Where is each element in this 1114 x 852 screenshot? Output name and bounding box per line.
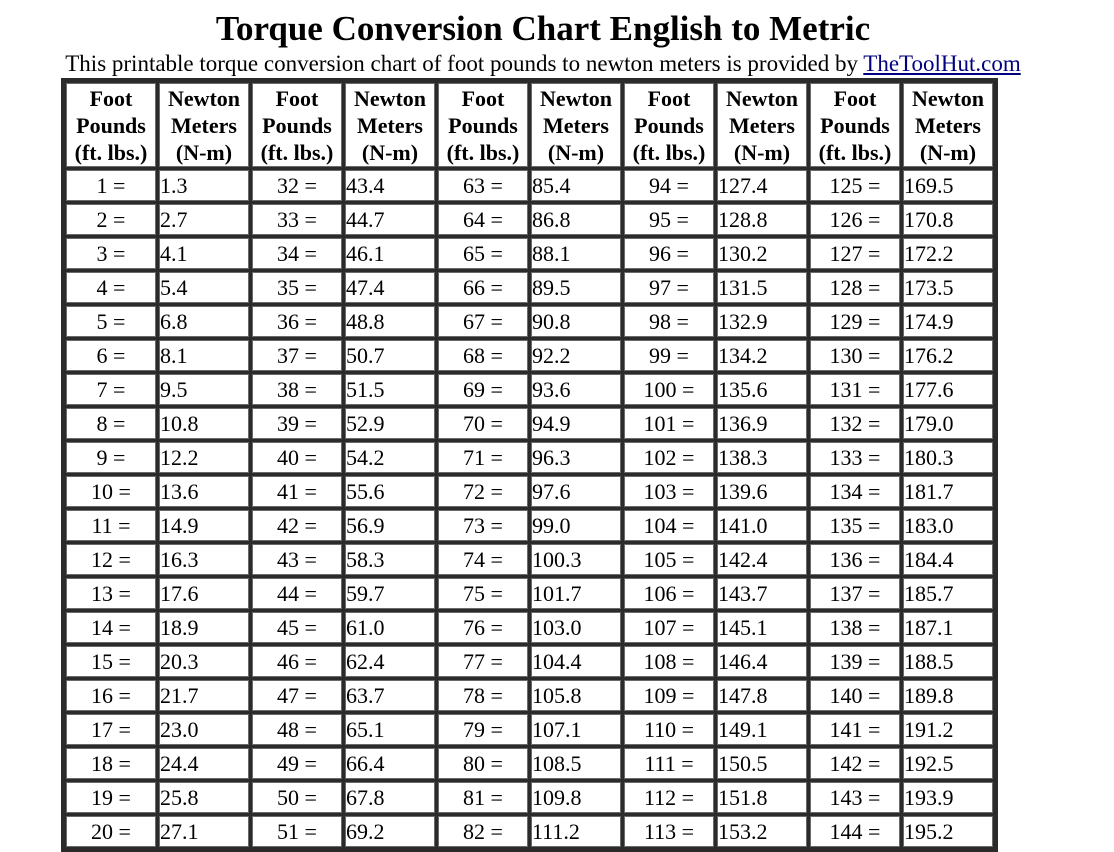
newton-meters-cell: 103.0 bbox=[531, 612, 621, 643]
header-line: Pounds bbox=[448, 112, 518, 138]
foot-pounds-cell: 48 = bbox=[252, 714, 342, 745]
header-line: Foot bbox=[647, 85, 691, 111]
table-row bbox=[66, 714, 993, 745]
thetoolhut-link[interactable]: TheToolHut.com bbox=[863, 51, 1021, 76]
header-line: Pounds bbox=[634, 112, 704, 138]
subtitle-text: This printable torque conversion chart of foot pounds to newton meters is provided by bbox=[65, 51, 864, 76]
newton-meters-cell: 172.2 bbox=[903, 238, 993, 269]
header-line: Newton bbox=[725, 85, 799, 111]
newton-meters-cell: 69.2 bbox=[345, 816, 435, 847]
foot-pounds-cell: 17 = bbox=[66, 714, 156, 745]
newton-meters-cell: 128.8 bbox=[717, 204, 807, 235]
header-line: Newton bbox=[353, 85, 427, 111]
foot-pounds-cell: 4 = bbox=[66, 272, 156, 303]
foot-pounds-cell: 50 = bbox=[252, 782, 342, 813]
newton-meters-cell: 21.7 bbox=[159, 680, 249, 711]
header-line: Meters bbox=[915, 112, 981, 138]
table-row bbox=[66, 476, 993, 507]
newton-meters-cell: 136.9 bbox=[717, 408, 807, 439]
foot-pounds-cell: 73 = bbox=[438, 510, 528, 541]
foot-pounds-cell: 67 = bbox=[438, 306, 528, 337]
newton-meters-cell: 181.7 bbox=[903, 476, 993, 507]
newton-meters-cell: 100.3 bbox=[531, 544, 621, 575]
foot-pounds-cell: 37 = bbox=[252, 340, 342, 371]
table-row bbox=[66, 646, 993, 677]
foot-pounds-cell: 130 = bbox=[810, 340, 900, 371]
newton-meters-cell: 10.8 bbox=[159, 408, 249, 439]
newton-meters-cell: 185.7 bbox=[903, 578, 993, 609]
foot-pounds-cell: 10 = bbox=[66, 476, 156, 507]
foot-pounds-cell: 5 = bbox=[66, 306, 156, 337]
foot-pounds-cell: 13 = bbox=[66, 578, 156, 609]
newton-meters-cell: 94.9 bbox=[531, 408, 621, 439]
foot-pounds-cell: 95 = bbox=[624, 204, 714, 235]
newton-meters-cell: 86.8 bbox=[531, 204, 621, 235]
newton-meters-cell: 65.1 bbox=[345, 714, 435, 745]
header-row bbox=[66, 83, 993, 167]
newton-meters-cell: 174.9 bbox=[903, 306, 993, 337]
header-line: (N-m) bbox=[733, 139, 791, 165]
column-header-foot-pounds bbox=[438, 83, 528, 167]
newton-meters-cell: 14.9 bbox=[159, 510, 249, 541]
table-row bbox=[66, 374, 993, 405]
newton-meters-cell: 147.8 bbox=[717, 680, 807, 711]
foot-pounds-cell: 9 = bbox=[66, 442, 156, 473]
header-line: (ft. lbs.) bbox=[446, 139, 520, 165]
foot-pounds-cell: 20 = bbox=[66, 816, 156, 847]
newton-meters-cell: 54.2 bbox=[345, 442, 435, 473]
foot-pounds-cell: 12 = bbox=[66, 544, 156, 575]
newton-meters-cell: 104.4 bbox=[531, 646, 621, 677]
newton-meters-cell: 142.4 bbox=[717, 544, 807, 575]
table-row bbox=[66, 680, 993, 711]
newton-meters-cell: 2.7 bbox=[159, 204, 249, 235]
foot-pounds-cell: 82 = bbox=[438, 816, 528, 847]
foot-pounds-cell: 104 = bbox=[624, 510, 714, 541]
header-line: Pounds bbox=[820, 112, 890, 138]
newton-meters-cell: 63.7 bbox=[345, 680, 435, 711]
foot-pounds-cell: 47 = bbox=[252, 680, 342, 711]
newton-meters-cell: 151.8 bbox=[717, 782, 807, 813]
table-row bbox=[66, 272, 993, 303]
table-row bbox=[66, 578, 993, 609]
foot-pounds-cell: 125 = bbox=[810, 170, 900, 201]
header-line: Pounds bbox=[76, 112, 146, 138]
newton-meters-cell: 146.4 bbox=[717, 646, 807, 677]
header-line: Newton bbox=[539, 85, 613, 111]
newton-meters-cell: 17.6 bbox=[159, 578, 249, 609]
header-line: Newton bbox=[911, 85, 985, 111]
newton-meters-cell: 85.4 bbox=[531, 170, 621, 201]
newton-meters-cell: 177.6 bbox=[903, 374, 993, 405]
foot-pounds-cell: 133 = bbox=[810, 442, 900, 473]
column-header-foot-pounds bbox=[66, 83, 156, 167]
newton-meters-cell: 101.7 bbox=[531, 578, 621, 609]
newton-meters-cell: 25.8 bbox=[159, 782, 249, 813]
column-header-newton-meters bbox=[717, 83, 807, 167]
foot-pounds-cell: 36 = bbox=[252, 306, 342, 337]
newton-meters-cell: 43.4 bbox=[345, 170, 435, 201]
foot-pounds-cell: 35 = bbox=[252, 272, 342, 303]
header-line: Meters bbox=[357, 112, 423, 138]
newton-meters-cell: 61.0 bbox=[345, 612, 435, 643]
newton-meters-cell: 24.4 bbox=[159, 748, 249, 779]
newton-meters-cell: 111.2 bbox=[531, 816, 621, 847]
foot-pounds-cell: 34 = bbox=[252, 238, 342, 269]
foot-pounds-cell: 66 = bbox=[438, 272, 528, 303]
page-title: Torque Conversion Chart English to Metric bbox=[215, 9, 871, 48]
foot-pounds-cell: 98 = bbox=[624, 306, 714, 337]
newton-meters-cell: 173.5 bbox=[903, 272, 993, 303]
column-header-foot-pounds bbox=[624, 83, 714, 167]
foot-pounds-cell: 80 = bbox=[438, 748, 528, 779]
newton-meters-cell: 52.9 bbox=[345, 408, 435, 439]
header-line: (ft. lbs.) bbox=[632, 139, 706, 165]
header-line: Foot bbox=[461, 85, 505, 111]
foot-pounds-cell: 75 = bbox=[438, 578, 528, 609]
table-row bbox=[66, 782, 993, 813]
foot-pounds-cell: 79 = bbox=[438, 714, 528, 745]
newton-meters-cell: 189.8 bbox=[903, 680, 993, 711]
newton-meters-cell: 139.6 bbox=[717, 476, 807, 507]
newton-meters-cell: 96.3 bbox=[531, 442, 621, 473]
newton-meters-cell: 97.6 bbox=[531, 476, 621, 507]
header-line: (N-m) bbox=[919, 139, 977, 165]
foot-pounds-cell: 68 = bbox=[438, 340, 528, 371]
foot-pounds-cell: 132 = bbox=[810, 408, 900, 439]
foot-pounds-cell: 18 = bbox=[66, 748, 156, 779]
table-row bbox=[66, 340, 993, 371]
foot-pounds-cell: 32 = bbox=[252, 170, 342, 201]
table-row bbox=[66, 204, 993, 235]
table-row bbox=[66, 442, 993, 473]
header-line: Foot bbox=[833, 85, 877, 111]
foot-pounds-cell: 108 = bbox=[624, 646, 714, 677]
newton-meters-cell: 46.1 bbox=[345, 238, 435, 269]
header-line: (ft. lbs.) bbox=[74, 139, 148, 165]
newton-meters-cell: 6.8 bbox=[159, 306, 249, 337]
header-line: Meters bbox=[171, 112, 237, 138]
foot-pounds-cell: 74 = bbox=[438, 544, 528, 575]
foot-pounds-cell: 45 = bbox=[252, 612, 342, 643]
newton-meters-cell: 66.4 bbox=[345, 748, 435, 779]
newton-meters-cell: 131.5 bbox=[717, 272, 807, 303]
newton-meters-cell: 88.1 bbox=[531, 238, 621, 269]
foot-pounds-cell: 112 = bbox=[624, 782, 714, 813]
foot-pounds-cell: 51 = bbox=[252, 816, 342, 847]
foot-pounds-cell: 65 = bbox=[438, 238, 528, 269]
foot-pounds-cell: 99 = bbox=[624, 340, 714, 371]
foot-pounds-cell: 64 = bbox=[438, 204, 528, 235]
column-header-newton-meters bbox=[531, 83, 621, 167]
table-row bbox=[66, 306, 993, 337]
foot-pounds-cell: 33 = bbox=[252, 204, 342, 235]
newton-meters-cell: 55.6 bbox=[345, 476, 435, 507]
table-body bbox=[66, 170, 993, 847]
foot-pounds-cell: 46 = bbox=[252, 646, 342, 677]
newton-meters-cell: 145.1 bbox=[717, 612, 807, 643]
foot-pounds-cell: 7 = bbox=[66, 374, 156, 405]
foot-pounds-cell: 38 = bbox=[252, 374, 342, 405]
foot-pounds-cell: 8 = bbox=[66, 408, 156, 439]
foot-pounds-cell: 76 = bbox=[438, 612, 528, 643]
column-header-foot-pounds bbox=[810, 83, 900, 167]
foot-pounds-cell: 69 = bbox=[438, 374, 528, 405]
newton-meters-cell: 93.6 bbox=[531, 374, 621, 405]
foot-pounds-cell: 16 = bbox=[66, 680, 156, 711]
foot-pounds-cell: 101 = bbox=[624, 408, 714, 439]
newton-meters-cell: 1.3 bbox=[159, 170, 249, 201]
newton-meters-cell: 20.3 bbox=[159, 646, 249, 677]
newton-meters-cell: 9.5 bbox=[159, 374, 249, 405]
header-line: Pounds bbox=[262, 112, 332, 138]
foot-pounds-cell: 109 = bbox=[624, 680, 714, 711]
newton-meters-cell: 141.0 bbox=[717, 510, 807, 541]
foot-pounds-cell: 1 = bbox=[66, 170, 156, 201]
newton-meters-cell: 27.1 bbox=[159, 816, 249, 847]
foot-pounds-cell: 107 = bbox=[624, 612, 714, 643]
newton-meters-cell: 109.8 bbox=[531, 782, 621, 813]
foot-pounds-cell: 126 = bbox=[810, 204, 900, 235]
foot-pounds-cell: 81 = bbox=[438, 782, 528, 813]
newton-meters-cell: 48.8 bbox=[345, 306, 435, 337]
newton-meters-cell: 8.1 bbox=[159, 340, 249, 371]
column-header-newton-meters bbox=[903, 83, 993, 167]
newton-meters-cell: 193.9 bbox=[903, 782, 993, 813]
newton-meters-cell: 149.1 bbox=[717, 714, 807, 745]
foot-pounds-cell: 106 = bbox=[624, 578, 714, 609]
foot-pounds-cell: 72 = bbox=[438, 476, 528, 507]
foot-pounds-cell: 6 = bbox=[66, 340, 156, 371]
newton-meters-cell: 150.5 bbox=[717, 748, 807, 779]
header-line: Foot bbox=[89, 85, 133, 111]
newton-meters-cell: 92.2 bbox=[531, 340, 621, 371]
table-row bbox=[66, 238, 993, 269]
newton-meters-cell: 188.5 bbox=[903, 646, 993, 677]
newton-meters-cell: 58.3 bbox=[345, 544, 435, 575]
column-header-foot-pounds bbox=[252, 83, 342, 167]
foot-pounds-cell: 110 = bbox=[624, 714, 714, 745]
newton-meters-cell: 13.6 bbox=[159, 476, 249, 507]
newton-meters-cell: 180.3 bbox=[903, 442, 993, 473]
foot-pounds-cell: 44 = bbox=[252, 578, 342, 609]
foot-pounds-cell: 41 = bbox=[252, 476, 342, 507]
newton-meters-cell: 12.2 bbox=[159, 442, 249, 473]
header-line: (N-m) bbox=[175, 139, 233, 165]
table-row bbox=[66, 408, 993, 439]
table-row bbox=[66, 612, 993, 643]
foot-pounds-cell: 94 = bbox=[624, 170, 714, 201]
foot-pounds-cell: 136 = bbox=[810, 544, 900, 575]
foot-pounds-cell: 127 = bbox=[810, 238, 900, 269]
newton-meters-cell: 47.4 bbox=[345, 272, 435, 303]
foot-pounds-cell: 135 = bbox=[810, 510, 900, 541]
foot-pounds-cell: 139 = bbox=[810, 646, 900, 677]
newton-meters-cell: 107.1 bbox=[531, 714, 621, 745]
foot-pounds-cell: 131 = bbox=[810, 374, 900, 405]
newton-meters-cell: 134.2 bbox=[717, 340, 807, 371]
foot-pounds-cell: 102 = bbox=[624, 442, 714, 473]
newton-meters-cell: 51.5 bbox=[345, 374, 435, 405]
foot-pounds-cell: 15 = bbox=[66, 646, 156, 677]
newton-meters-cell: 130.2 bbox=[717, 238, 807, 269]
foot-pounds-cell: 42 = bbox=[252, 510, 342, 541]
foot-pounds-cell: 63 = bbox=[438, 170, 528, 201]
header-line: Foot bbox=[275, 85, 319, 111]
newton-meters-cell: 153.2 bbox=[717, 816, 807, 847]
newton-meters-cell: 187.1 bbox=[903, 612, 993, 643]
column-header-newton-meters bbox=[159, 83, 249, 167]
foot-pounds-cell: 77 = bbox=[438, 646, 528, 677]
newton-meters-cell: 170.8 bbox=[903, 204, 993, 235]
foot-pounds-cell: 103 = bbox=[624, 476, 714, 507]
newton-meters-cell: 62.4 bbox=[345, 646, 435, 677]
newton-meters-cell: 56.9 bbox=[345, 510, 435, 541]
foot-pounds-cell: 14 = bbox=[66, 612, 156, 643]
newton-meters-cell: 89.5 bbox=[531, 272, 621, 303]
newton-meters-cell: 5.4 bbox=[159, 272, 249, 303]
newton-meters-cell: 4.1 bbox=[159, 238, 249, 269]
header-line: (N-m) bbox=[361, 139, 419, 165]
table-row bbox=[66, 170, 993, 201]
newton-meters-cell: 132.9 bbox=[717, 306, 807, 337]
table-row bbox=[66, 510, 993, 541]
newton-meters-cell: 191.2 bbox=[903, 714, 993, 745]
newton-meters-cell: 176.2 bbox=[903, 340, 993, 371]
foot-pounds-cell: 71 = bbox=[438, 442, 528, 473]
newton-meters-cell: 183.0 bbox=[903, 510, 993, 541]
newton-meters-cell: 135.6 bbox=[717, 374, 807, 405]
table-row bbox=[66, 816, 993, 847]
foot-pounds-cell: 128 = bbox=[810, 272, 900, 303]
foot-pounds-cell: 105 = bbox=[624, 544, 714, 575]
torque-conversion-table bbox=[61, 78, 998, 852]
foot-pounds-cell: 70 = bbox=[438, 408, 528, 439]
newton-meters-cell: 44.7 bbox=[345, 204, 435, 235]
foot-pounds-cell: 96 = bbox=[624, 238, 714, 269]
foot-pounds-cell: 141 = bbox=[810, 714, 900, 745]
table-header bbox=[66, 83, 993, 167]
newton-meters-cell: 169.5 bbox=[903, 170, 993, 201]
foot-pounds-cell: 113 = bbox=[624, 816, 714, 847]
foot-pounds-cell: 140 = bbox=[810, 680, 900, 711]
header-line: Meters bbox=[543, 112, 609, 138]
foot-pounds-cell: 97 = bbox=[624, 272, 714, 303]
newton-meters-cell: 59.7 bbox=[345, 578, 435, 609]
foot-pounds-cell: 2 = bbox=[66, 204, 156, 235]
newton-meters-cell: 108.5 bbox=[531, 748, 621, 779]
foot-pounds-cell: 138 = bbox=[810, 612, 900, 643]
table-row bbox=[66, 748, 993, 779]
foot-pounds-cell: 111 = bbox=[624, 748, 714, 779]
newton-meters-cell: 90.8 bbox=[531, 306, 621, 337]
foot-pounds-cell: 100 = bbox=[624, 374, 714, 405]
newton-meters-cell: 143.7 bbox=[717, 578, 807, 609]
newton-meters-cell: 18.9 bbox=[159, 612, 249, 643]
newton-meters-cell: 105.8 bbox=[531, 680, 621, 711]
header-line: (N-m) bbox=[547, 139, 605, 165]
newton-meters-cell: 192.5 bbox=[903, 748, 993, 779]
newton-meters-cell: 184.4 bbox=[903, 544, 993, 575]
newton-meters-cell: 16.3 bbox=[159, 544, 249, 575]
foot-pounds-cell: 3 = bbox=[66, 238, 156, 269]
foot-pounds-cell: 134 = bbox=[810, 476, 900, 507]
foot-pounds-cell: 43 = bbox=[252, 544, 342, 575]
foot-pounds-cell: 40 = bbox=[252, 442, 342, 473]
page-subtitle bbox=[0, 49, 1086, 79]
foot-pounds-cell: 19 = bbox=[66, 782, 156, 813]
header-line: Newton bbox=[167, 85, 241, 111]
newton-meters-cell: 99.0 bbox=[531, 510, 621, 541]
header-line: (ft. lbs.) bbox=[260, 139, 334, 165]
newton-meters-cell: 23.0 bbox=[159, 714, 249, 745]
header-line: (ft. lbs.) bbox=[818, 139, 892, 165]
newton-meters-cell: 67.8 bbox=[345, 782, 435, 813]
newton-meters-cell: 138.3 bbox=[717, 442, 807, 473]
newton-meters-cell: 127.4 bbox=[717, 170, 807, 201]
newton-meters-cell: 50.7 bbox=[345, 340, 435, 371]
newton-meters-cell: 195.2 bbox=[903, 816, 993, 847]
foot-pounds-cell: 143 = bbox=[810, 782, 900, 813]
table-row bbox=[66, 544, 993, 575]
foot-pounds-cell: 39 = bbox=[252, 408, 342, 439]
foot-pounds-cell: 144 = bbox=[810, 816, 900, 847]
newton-meters-cell: 179.0 bbox=[903, 408, 993, 439]
column-header-newton-meters bbox=[345, 83, 435, 167]
foot-pounds-cell: 129 = bbox=[810, 306, 900, 337]
foot-pounds-cell: 49 = bbox=[252, 748, 342, 779]
header-line: Meters bbox=[729, 112, 795, 138]
foot-pounds-cell: 78 = bbox=[438, 680, 528, 711]
foot-pounds-cell: 142 = bbox=[810, 748, 900, 779]
foot-pounds-cell: 137 = bbox=[810, 578, 900, 609]
foot-pounds-cell: 11 = bbox=[66, 510, 156, 541]
